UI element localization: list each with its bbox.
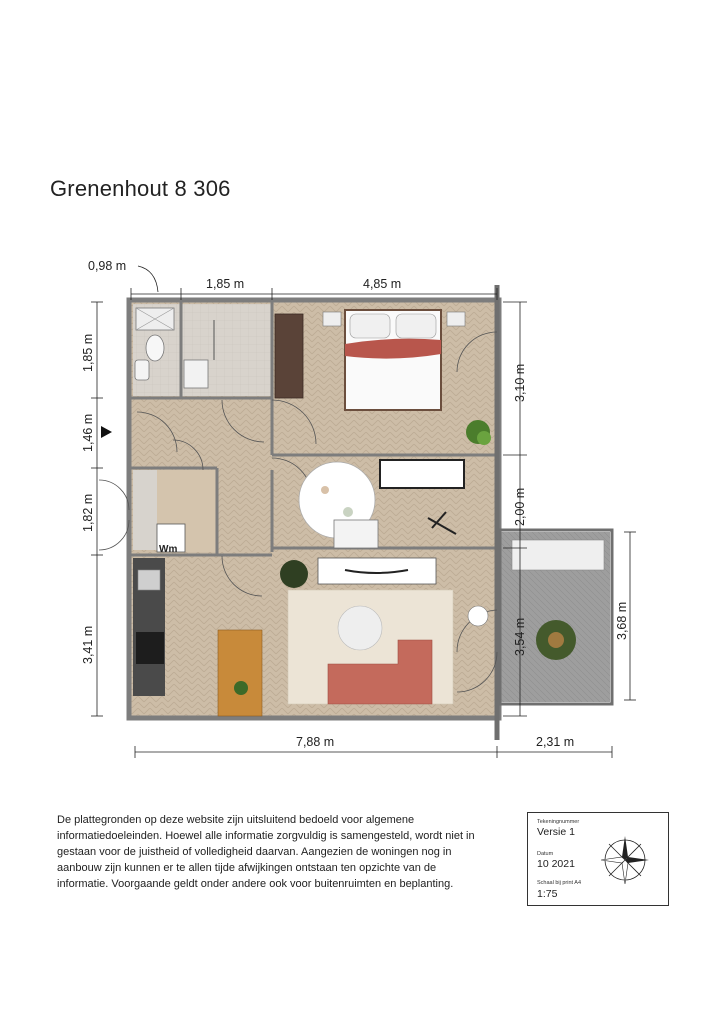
tv-cabinet <box>318 558 436 584</box>
cooktop <box>136 632 164 664</box>
laundry <box>157 524 185 555</box>
dim-left-185: 1,85 m <box>81 333 95 372</box>
drawing-number-label: Tekeningnummer <box>537 819 580 825</box>
dim-top-485: 4,85 m <box>363 277 402 291</box>
date-value: 10 2021 <box>537 858 575 870</box>
dim-left-182: 1,82 m <box>81 493 95 532</box>
coffee-table <box>338 606 382 650</box>
dim-right-368: 3,68 m <box>615 601 629 640</box>
dim-top-098: 0,98 m <box>88 259 127 273</box>
wardrobe <box>275 314 303 398</box>
dim-bottom-231: 2,31 m <box>536 735 575 749</box>
dim-bottom-788: 7,88 m <box>296 735 335 749</box>
dim-right-200: 2,00 m <box>513 487 527 526</box>
version-value: Versie 1 <box>537 826 575 838</box>
plant-icon <box>280 560 308 588</box>
dim-top-185: 1,85 m <box>206 277 245 291</box>
dim-left-341: 3,41 m <box>81 625 95 664</box>
wm-label: Wm <box>159 544 178 555</box>
scale-value: 1:75 <box>537 888 558 900</box>
entrance-arrow-icon <box>101 426 112 438</box>
dim-left-146: 1,46 m <box>81 413 95 452</box>
desk <box>380 460 464 488</box>
dim-right-354: 3,54 m <box>513 617 527 656</box>
sink-icon <box>135 360 149 380</box>
toilet-icon <box>146 335 164 361</box>
disclaimer-text: De plattegronden op deze website zijn uitsluitend bedoeld voor algemene informatiedoeleinden. Hoewel alle informatie zorgvuldig is samengesteld, wordt niet in gestaan voor de juistheid of volledigheid daarvan. Aangezien de woningen nog in aanbouw zijn kunnen er te allen tijde afwijkingen ontstaan ten opzichte van de informatie. Voorgaande geldt onder andere ook voor buitenruimten en beplanting. <box>57 814 475 890</box>
date-label: Datum <box>537 851 554 857</box>
page-title: Grenenhout 8 306 <box>50 176 231 201</box>
dim-right-310: 3,10 m <box>513 363 527 402</box>
compass-rose-icon <box>598 833 652 887</box>
scale-label: Schaal bij print A4 <box>537 880 582 886</box>
outdoor-sofa <box>512 540 604 570</box>
dining-table <box>218 630 262 716</box>
sink-icon <box>138 570 160 590</box>
